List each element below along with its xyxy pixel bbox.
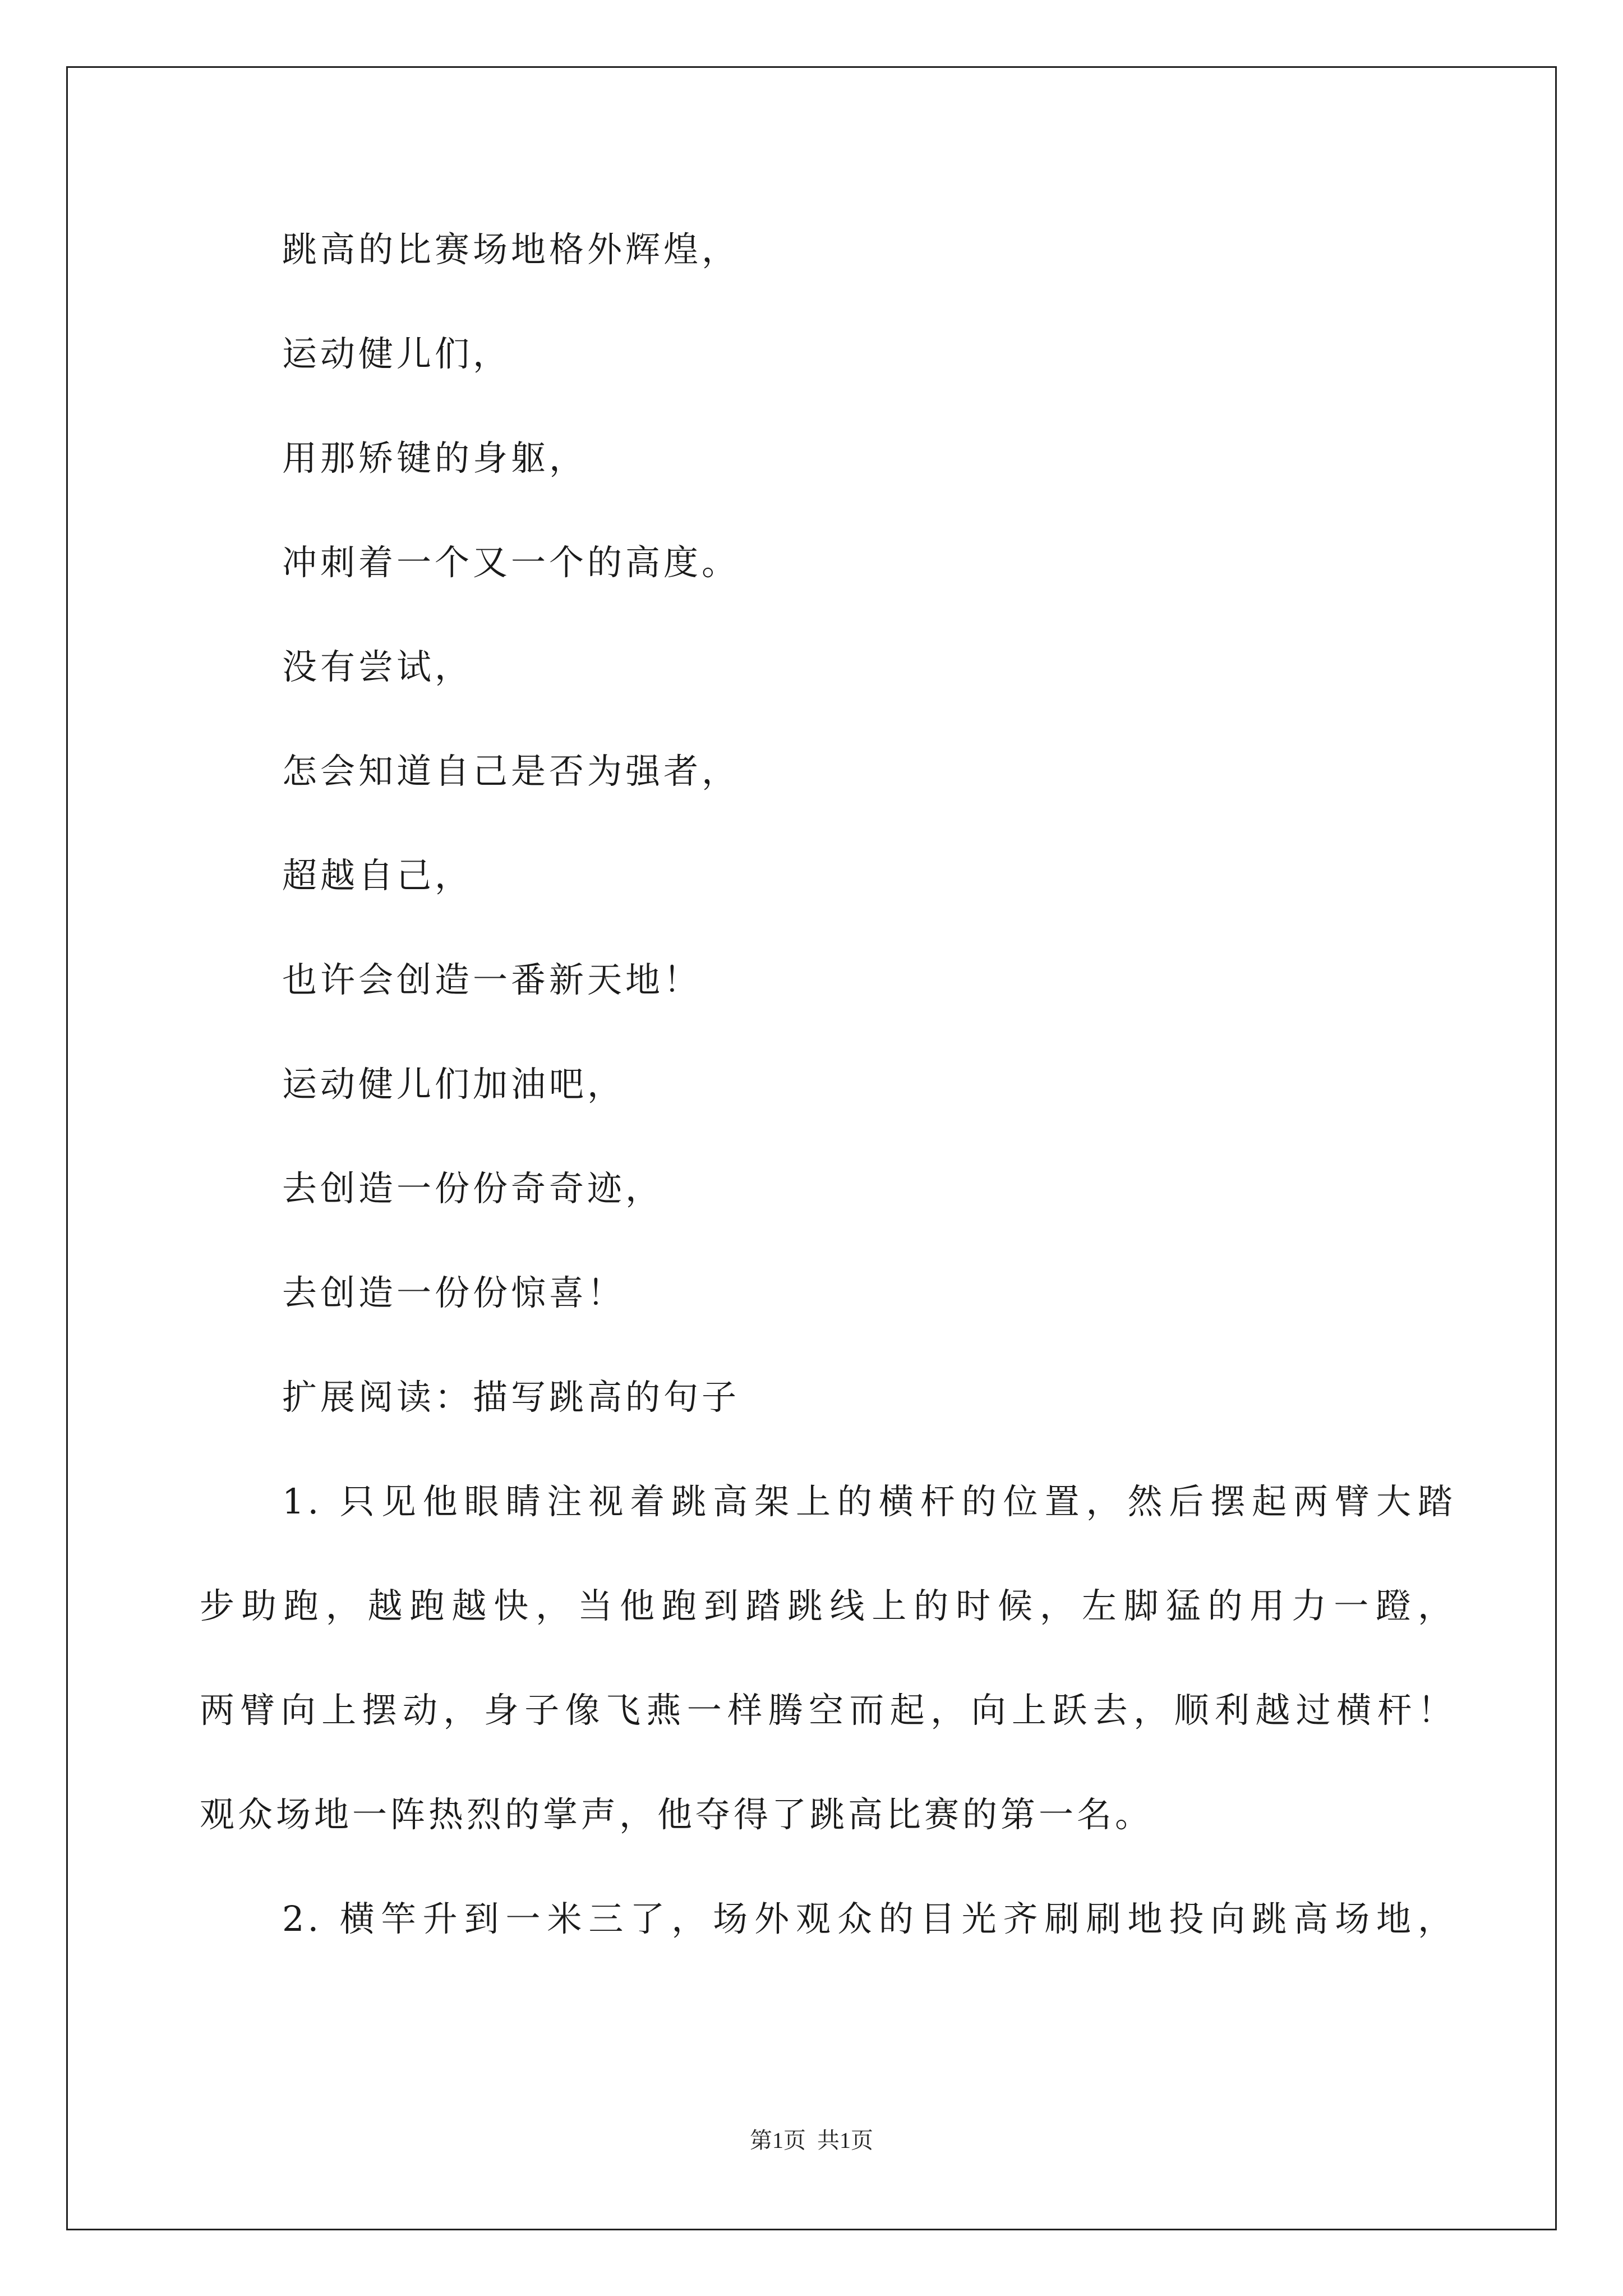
poem-line-7: 超越自己，: [282, 855, 473, 896]
poem-line-3: 用那矫键的身躯，: [282, 438, 588, 478]
poem-line-11: 去创造一份份惊喜！: [282, 1272, 626, 1313]
paragraph-1-line-3: 两臂向上摆动，身子像飞燕一样腾空而起，向上跃去，顺利越过横杆！: [200, 1690, 1456, 1731]
poem-line-10: 去创造一份份奇奇迹，: [282, 1168, 664, 1209]
paragraph-1-line-2: 步助跑，越跑越快，当他跑到踏跳线上的时候，左脚猛的用力一蹬，: [200, 1585, 1456, 1626]
paragraph-2-line-1: 2. 横竿升到一米三了，场外观众的目光齐刷刷地投向跳高场地，: [282, 1898, 1456, 1939]
extended-reading-heading: 扩展阅读：描写跳高的句子: [282, 1377, 740, 1418]
poem-line-4: 冲刺着一个又一个的高度。: [282, 542, 740, 583]
paragraph-1-line-4: 观众场地一阵热烈的掌声，他夺得了跳高比赛的第一名。: [200, 1794, 1154, 1835]
poem-line-9: 运动健儿们加油吧，: [282, 1064, 626, 1105]
paragraph-1-line-1: 1. 只见他眼睛注视着跳高架上的横杆的位置，然后摆起两臂大踏: [282, 1481, 1456, 1522]
poem-line-5: 没有尝试，: [282, 646, 473, 687]
page-footer: 第1页 共1页: [750, 2128, 873, 2153]
poem-line-2: 运动健儿们，: [282, 333, 511, 374]
poem-line-1: 跳高的比赛场地格外辉煌，: [282, 229, 740, 270]
poem-line-8: 也许会创造一番新天地！: [282, 959, 702, 1000]
poem-line-6: 怎会知道自己是否为强者，: [282, 751, 740, 792]
